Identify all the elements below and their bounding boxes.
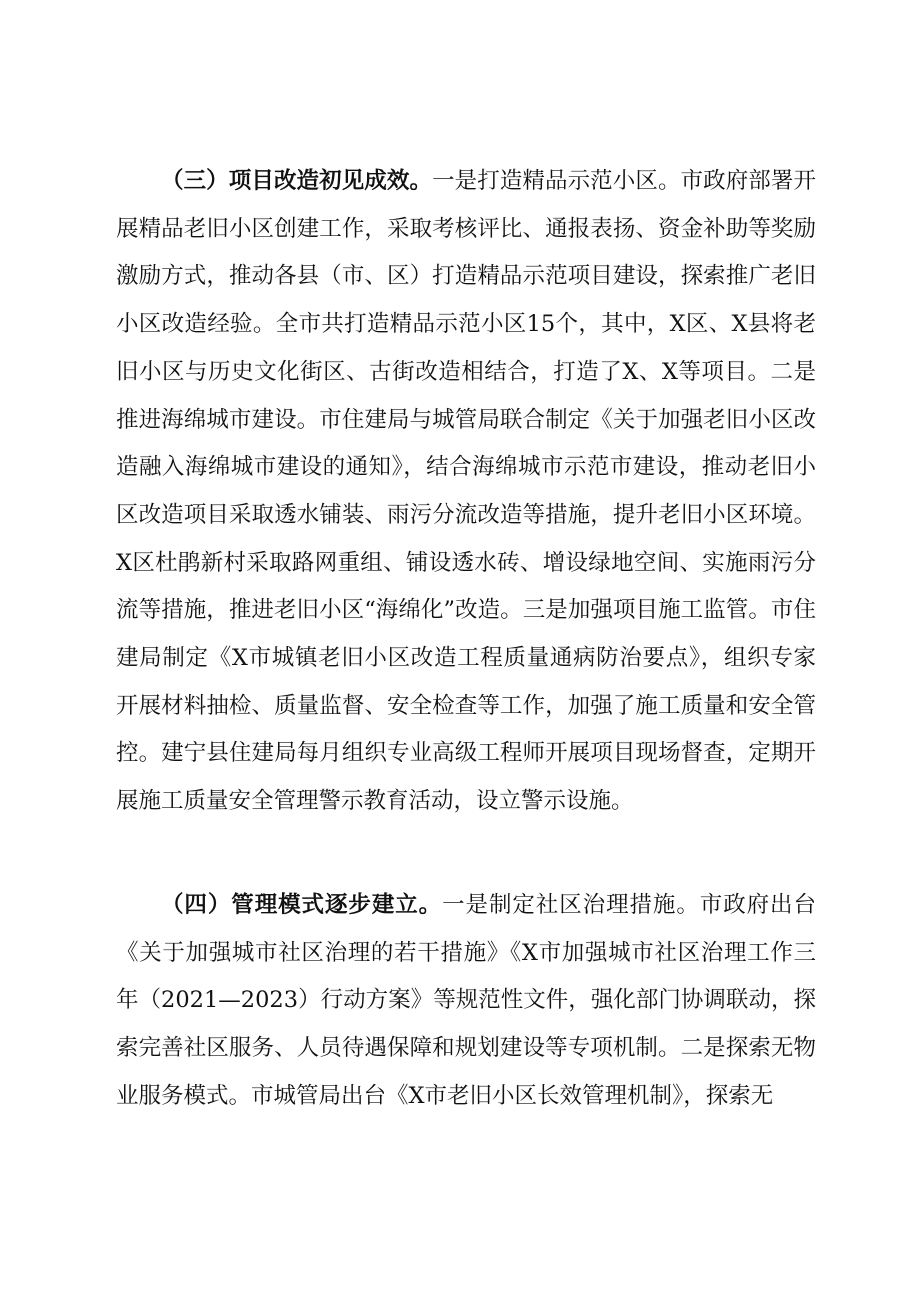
- paragraph-body: 一是打造精品示范小区。市政府部署开展精品老旧小区创建工作，采取考核评比、通报表扬、资金补助等奖励激励方式，推动各县（市、区）打造精品示范项目建设，探索推广老旧小区改造经验。全市共打造精品示范小区15个，其中，X区、X县将老旧小区与历史文化街区、古街改造相结合，打造了X、X等项目。二是推进海绵城市建设。市住建局与城管局联合制定《关于加强老旧小区改造融入海绵城市建设的通知》，结合海绵城市示范市建设，推动老旧小区改造项目采取透水铺装、雨污分流改造等措施，提升老旧小区环境。X区杜鹃新村采取路网重组、铺设透水砖、增设绿地空间、实施雨污分流等措施，推进老旧小区“海绵化”改造。三是加强项目施工监管。市住建局制定《X市城镇老旧小区改造工程质量通病防治要点》，组织专家开展材料抽检、质量监督、安全检查等工作，加强了施工质量和安全管控。建宁县住建局每月组织专业高级工程师开展项目现场督查，定期开展施工质量安全管理警示教育活动，设立警示设施。: [116, 168, 816, 815]
- paragraph-heading: （三）项目改造初见成效。: [161, 168, 433, 194]
- paragraph-heading: （四）管理模式逐步建立。: [161, 892, 443, 918]
- paragraph-management-mode: [116, 882, 816, 1121]
- paragraph-project-renovation: [116, 158, 816, 826]
- paragraph-body: 一是制定社区治理措施。市政府出台《关于加强城市社区治理的若干措施》《X市加强城市社区治理工作三年（2021—2023）行动方案》等规范性文件，强化部门协调联动，探索完善社区服务、人员待遇保障和规划建设等专项机制。二是探索无物业服务模式。市城管局出台《X市老旧小区长效管理机制》，探索无: [116, 892, 816, 1109]
